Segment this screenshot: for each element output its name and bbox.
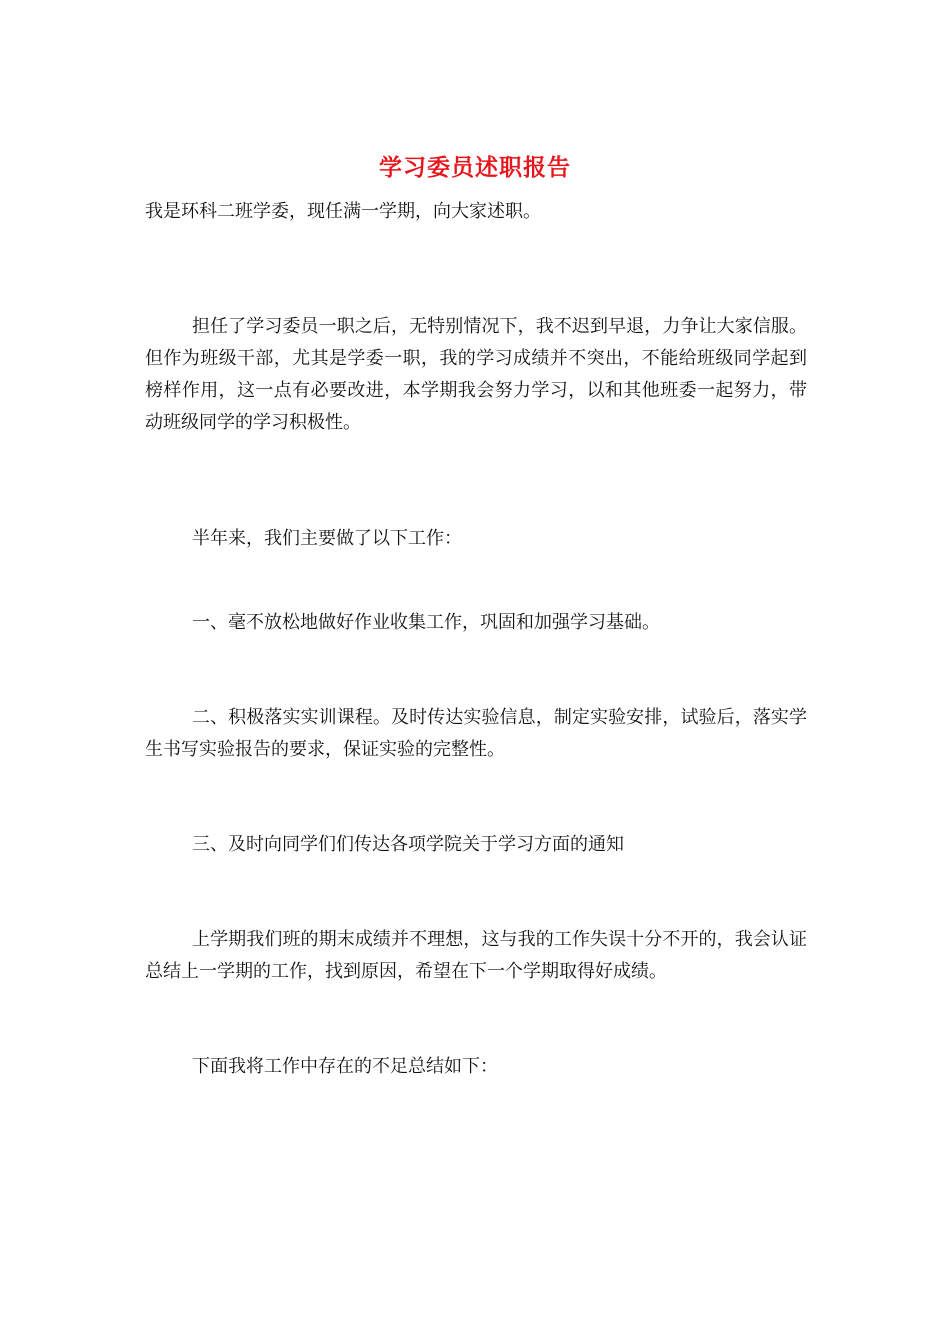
- paragraph-last-term: 上学期我们班的期末成绩并不理想，这与我的工作失误十分不开的，我会认证总结上一学期的工作，找到原因，希望在下一个学期取得好成绩。: [145, 929, 807, 982]
- document-title: 学习委员述职报告: [379, 154, 571, 181]
- paragraph-summary-lead: 半年来，我们主要做了以下工作：: [192, 528, 462, 549]
- paragraph-intro: 我是环科二班学委，现任满一学期，向大家述职。: [145, 201, 541, 222]
- paragraph-duties: 担任了学习委员一职之后，无特别情况下，我不迟到早退，力争让大家信服。但作为班级干部，尤其是学委一职，我的学习成绩并不突出，不能给班级同学起到榜样作用，这一点有必要改进，本学期我会努力学习，以和其他班委一起努力，带动班级同学的学习积极性。: [145, 316, 807, 433]
- paragraph-item-one: 一、毫不放松地做好作业收集工作，巩固和加强学习基础。: [192, 612, 660, 633]
- paragraph-item-three: 三、及时向同学们们传达各项学院关于学习方面的通知: [192, 834, 624, 855]
- document-body: [145, 196, 807, 1083]
- paragraph-item-two: 二、积极落实实训课程。及时传达实验信息，制定实验安排，试验后，落实学生书写实验报告的要求，保证实验的完整性。: [145, 707, 807, 760]
- paragraph-shortcomings-lead: 下面我将工作中存在的不足总结如下：: [192, 1056, 498, 1077]
